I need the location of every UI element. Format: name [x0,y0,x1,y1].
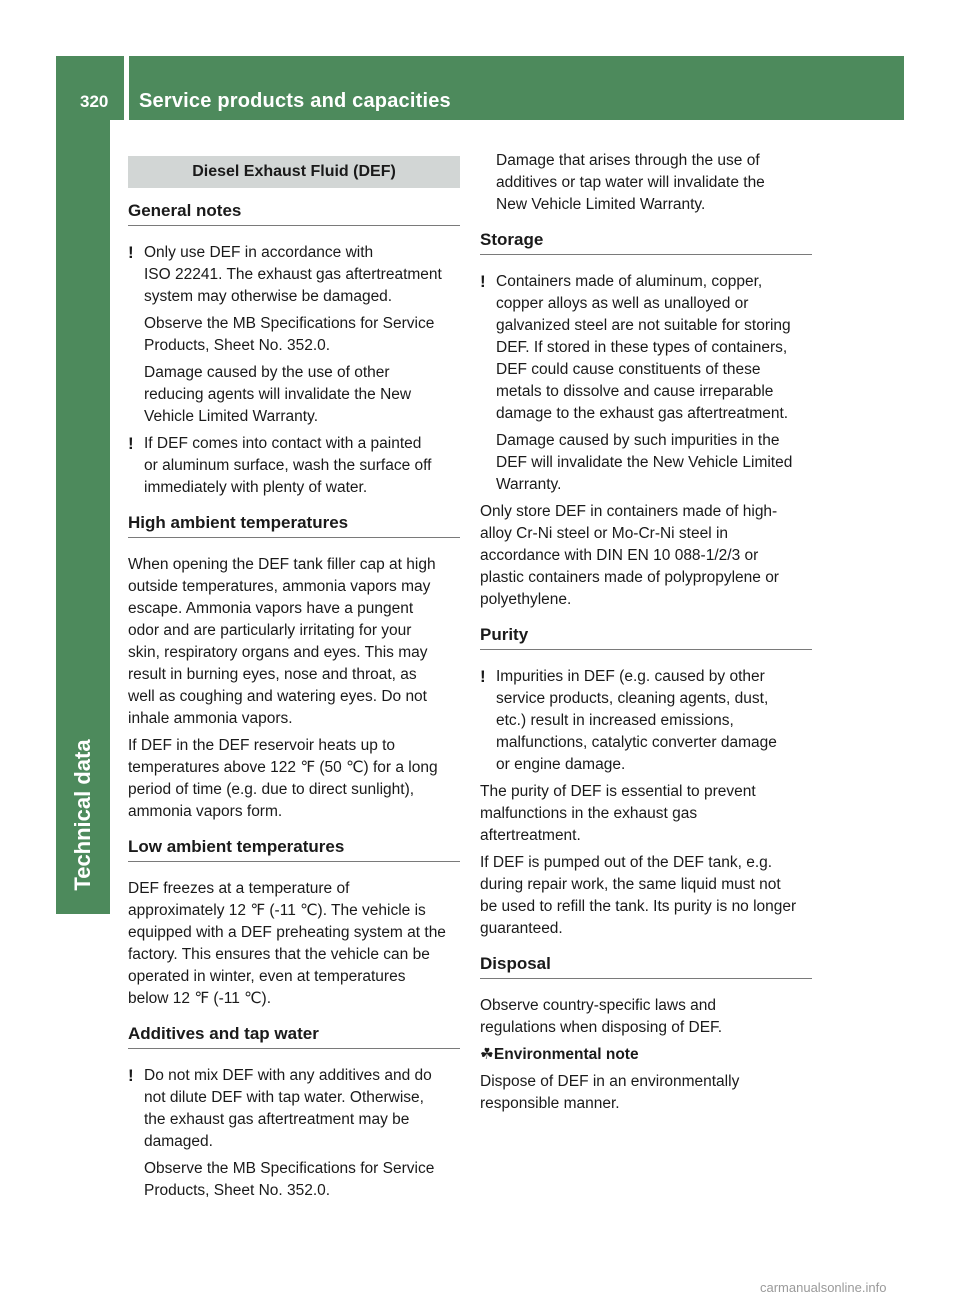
text-line: accordance with DIN EN 10 088-1/2/3 or [480,547,759,564]
exclamation-icon: ! [128,243,134,262]
text-line: outside temperatures, ammonia vapors may [128,578,431,595]
text-line: Warranty. [496,476,562,493]
page-number: 320 [56,56,124,120]
text-line: inhale ammonia vapors. [128,710,293,727]
paragraph [480,781,812,847]
text-line: Observe the MB Specifications for Service [144,315,435,332]
warning-note [128,1065,460,1153]
text-line: aftertreatment. [480,827,581,844]
text-line: Observe country-specific laws and [480,997,717,1014]
text-line: When opening the DEF tank filler cap at high [128,556,436,573]
heading-storage: Storage [480,229,812,255]
text-line: Observe the MB Specifications for Service [144,1160,435,1177]
exclamation-icon: ! [128,1066,134,1085]
text-line: polyethylene. [480,591,572,608]
text-line: below 12 ℉ (‑11 ℃). [128,990,272,1007]
text-line: etc.) result in increased emissions, [496,712,734,729]
warning-note [480,666,812,776]
leaf-icon: ☘ [480,1046,494,1063]
text-line: regulations when disposing of DEF. [480,1019,723,1036]
text-line: plastic containers made of polypropylene or [480,569,779,586]
heading-additives-and-tap-water: Additives and tap water [128,1023,460,1049]
paragraph [128,313,460,357]
text-line: Vehicle Limited Warranty. [144,408,319,425]
text-line: The purity of DEF is essential to prevent [480,783,756,800]
text-line: Containers made of aluminum, copper, [496,273,763,290]
paragraph [480,430,812,496]
text-line: factory. This ensures that the vehicle can be [128,946,430,963]
text-line: additives or tap water will invalidate the [496,174,765,191]
heading-high-ambient-temperatures: High ambient temperatures [128,512,460,538]
text-line: or aluminum surface, wash the surface off [144,457,432,474]
text-line: If DEF is pumped out of the DEF tank, e.g. [480,854,773,871]
text-line: immediately with plenty of water. [144,479,368,496]
text-line: responsible manner. [480,1095,620,1112]
text-line: DEF will invalidate the New Vehicle Limited [496,454,793,471]
paragraph [480,501,812,611]
text-line: the exhaust gas aftertreatment may be [144,1111,410,1128]
paragraph [480,150,812,216]
text-line: damage to the exhaust gas aftertreatment. [496,405,789,422]
paragraph [128,362,460,428]
text-line: If DEF in the DEF reservoir heats up to [128,737,396,754]
text-line: metals to dissolve and cause irreparable [496,383,774,400]
watermark: carmanualsonline.info [760,1280,887,1295]
text-line: Products, Sheet No. 352.0. [144,1182,331,1199]
text-line: equipped with a DEF preheating system at the [128,924,446,941]
text-line: approximately 12 ℉ (‑11 ℃). The vehicle is [128,902,426,919]
exclamation-icon: ! [480,272,486,291]
paragraph [128,1158,460,1202]
text-line: copper alloys as well as unalloyed or [496,295,749,312]
text-line: alloy Cr-Ni steel or Mo-Cr-Ni steel in [480,525,729,542]
environmental-note-heading: ☘Environmental note [480,1046,639,1063]
heading-disposal: Disposal [480,953,812,979]
right-column [480,150,812,1120]
text-line: be used to refill the tank. Its purity is no longer [480,898,797,915]
exclamation-icon: ! [480,667,486,686]
text-line: Damage caused by such impurities in the [496,432,780,449]
heading-general-notes: General notes [128,200,460,226]
side-tab-label: Technical data [70,739,95,891]
text-line: escape. Ammonia vapors have a pungent [128,600,414,617]
paragraph [480,1071,812,1115]
text-line: well as coughing and watering eyes. Do not [128,688,427,705]
text-line: damaged. [144,1133,213,1150]
paragraph [480,995,812,1039]
text-line: New Vehicle Limited Warranty. [496,196,706,213]
paragraph [128,735,460,823]
text-line: DEF could cause constituents of these [496,361,761,378]
section-title: Diesel Exhaust Fluid (DEF) [128,156,460,188]
text-line: Do not mix DEF with any additives and do [144,1067,432,1084]
warning-note [128,433,460,499]
text-line: malfunctions, catalytic converter damage [496,734,777,751]
text-line: Dispose of DEF in an environmentally [480,1073,740,1090]
text-line: DEF. If stored in these types of containers, [496,339,788,356]
text-line: operated in winter, even at temperatures [128,968,406,985]
text-line: ISO 22241. The exhaust gas aftertreatment [144,266,442,283]
text-line: odor and are particularly irritating for your [128,622,412,639]
text-line: Products, Sheet No. 352.0. [144,337,331,354]
text-line: system may otherwise be damaged. [144,288,393,305]
paragraph [128,878,460,1010]
text-line: temperatures above 122 ℉ (50 ℃) for a long [128,759,438,776]
text-line: reducing agents will invalidate the New [144,386,412,403]
heading-purity: Purity [480,624,812,650]
text-line: DEF freezes at a temperature of [128,880,350,897]
text-line: period of time (e.g. due to direct sunlight), [128,781,415,798]
heading-low-ambient-temperatures: Low ambient temperatures [128,836,460,862]
text-line: galvanized steel are not suitable for storing [496,317,791,334]
exclamation-icon: ! [128,434,134,453]
warning-note [480,271,812,425]
text-line: Impurities in DEF (e.g. caused by other [496,668,765,685]
text-line: result in burning eyes, nose and throat, as [128,666,417,683]
text-line: Damage that arises through the use of [496,152,760,169]
text-line: Only use DEF in accordance with [144,244,374,261]
text-line: ammonia vapors form. [128,803,283,820]
paragraph [480,852,812,940]
left-column [128,150,460,1207]
text-line: not dilute DEF with tap water. Otherwise, [144,1089,424,1106]
page-header-title: Service products and capacities [129,56,904,120]
text-line: If DEF comes into contact with a painted [144,435,422,452]
text-line: or engine damage. [496,756,626,773]
text-line: skin, respiratory organs and eyes. This may [128,644,428,661]
text-line: during repair work, the same liquid must not [480,876,781,893]
paragraph [128,554,460,730]
warning-note [128,242,460,308]
text-line: guaranteed. [480,920,563,937]
text-line: malfunctions in the exhaust gas [480,805,698,822]
text-line: Damage caused by the use of other [144,364,390,381]
text-line: Only store DEF in containers made of high- [480,503,778,520]
text-line: service products, cleaning agents, dust, [496,690,769,707]
